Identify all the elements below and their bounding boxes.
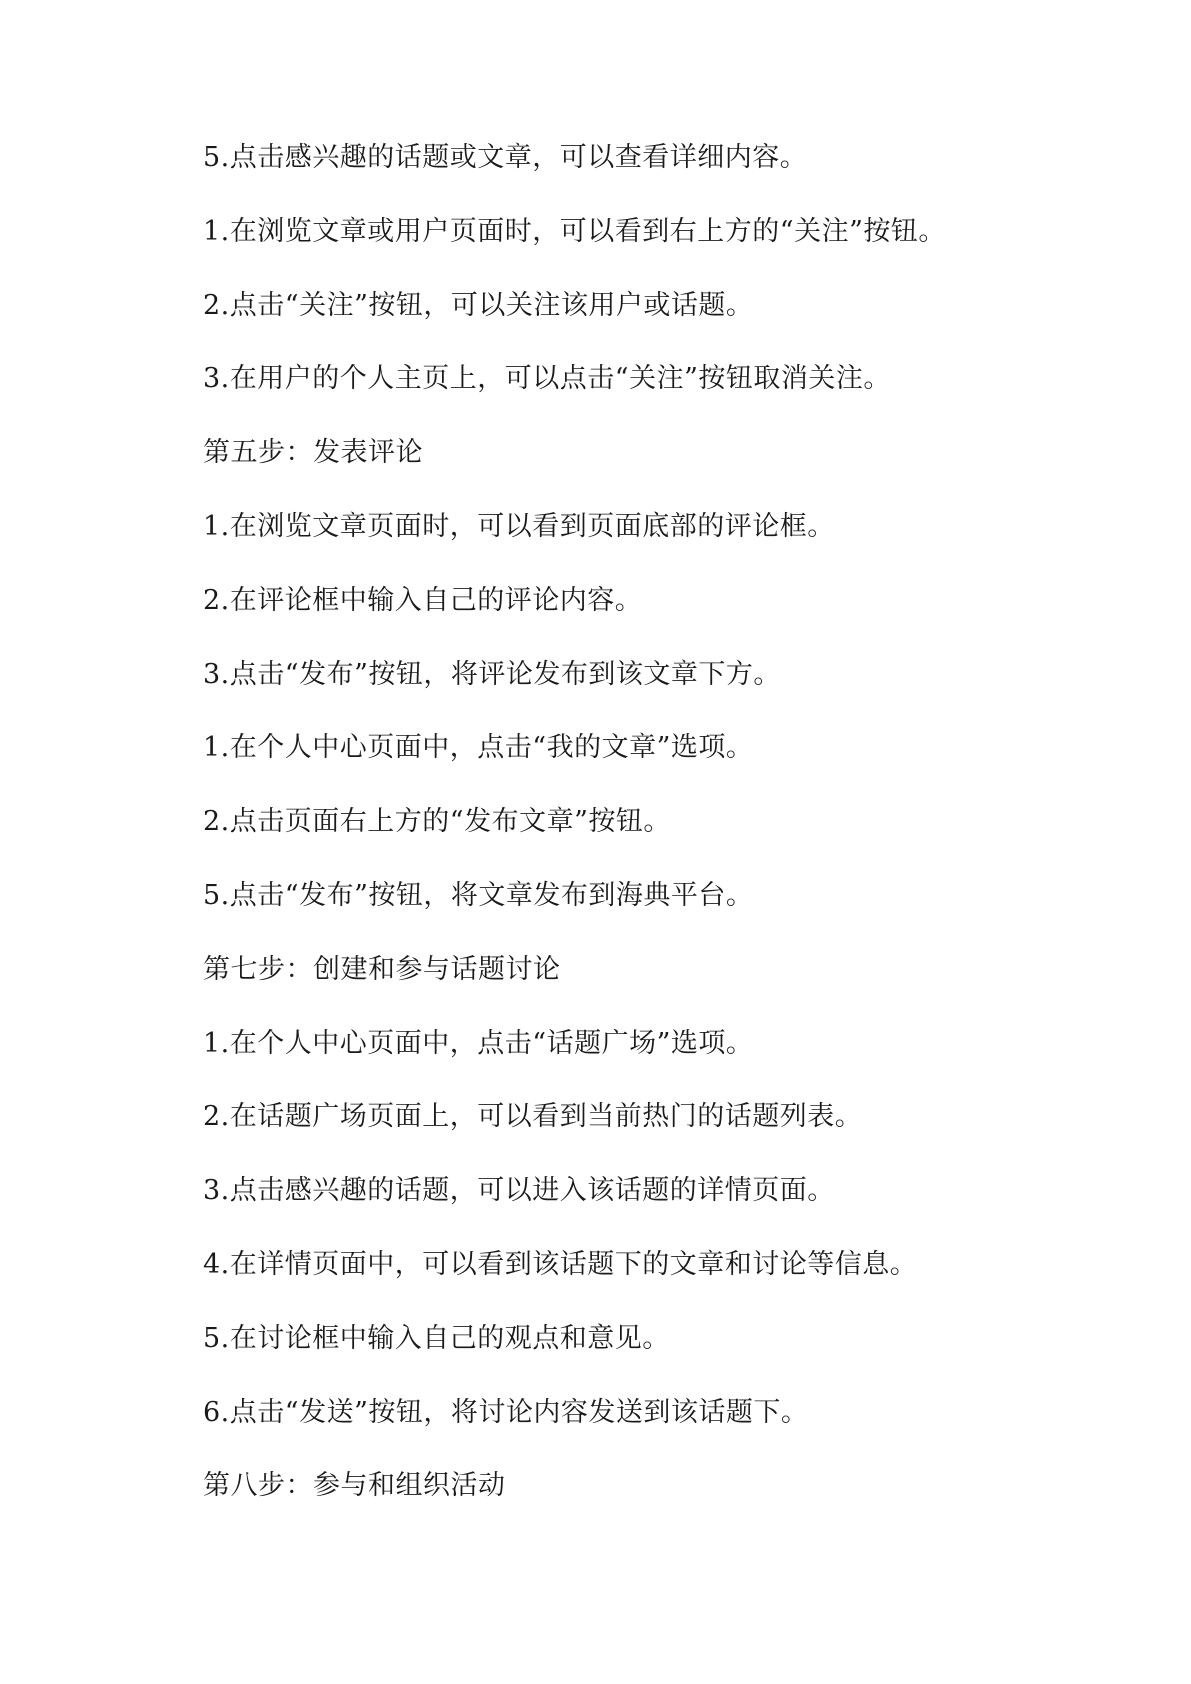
paragraph-line: 6.点击“发送”按钮，将讨论内容发送到该话题下。 [203, 1396, 809, 1428]
paragraph-line: 4.在详情页面中，可以看到该话题下的文章和讨论等信息。 [203, 1248, 918, 1280]
paragraph-line: 3.在用户的个人主页上，可以点击“关注”按钮取消关注。 [203, 363, 891, 395]
paragraph-line: 5.点击“发布”按钮，将文章发布到海典平台。 [203, 879, 754, 911]
paragraph-line: 2.点击页面右上方的“发布文章”按钮。 [203, 806, 671, 838]
paragraph-line: 2.在话题广场页面上，可以看到当前热门的话题列表。 [203, 1101, 863, 1133]
paragraph-line: 1.在浏览文章或用户页面时，可以看到右上方的“关注”按钮。 [203, 215, 946, 247]
paragraph-line: 5.点击感兴趣的话题或文章，可以查看详细内容。 [203, 142, 808, 173]
paragraph-line: 2.点击“关注”按钮，可以关注该用户或话题。 [203, 289, 754, 321]
section-heading: 第七步：创建和参与话题讨论 [203, 953, 561, 985]
paragraph-line: 1.在浏览文章页面时，可以看到页面底部的评论框。 [203, 510, 835, 542]
document-body [203, 134, 1123, 1536]
section-heading: 第八步：参与和组织活动 [203, 1470, 506, 1502]
paragraph-line: 5.在讨论框中输入自己的观点和意见。 [203, 1322, 670, 1354]
paragraph-line: 1.在个人中心页面中，点击“话题广场”选项。 [203, 1027, 754, 1059]
paragraph-line: 3.点击“发布”按钮，将评论发布到该文章下方。 [203, 658, 781, 690]
paragraph-line: 2.在评论框中输入自己的评论内容。 [203, 584, 643, 616]
paragraph-line: 1.在个人中心页面中，点击“我的文章”选项。 [203, 732, 754, 764]
section-heading: 第五步：发表评论 [203, 437, 423, 469]
paragraph-line: 3.点击感兴趣的话题，可以进入该话题的详情页面。 [203, 1175, 835, 1207]
